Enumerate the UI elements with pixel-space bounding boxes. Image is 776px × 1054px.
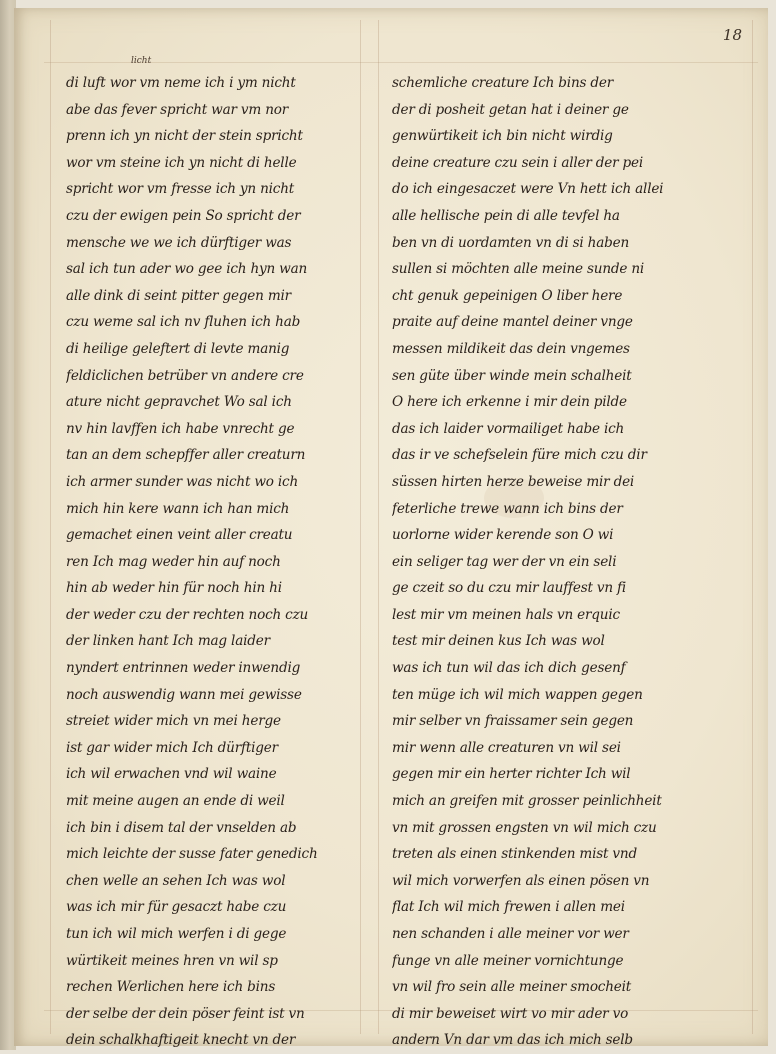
text-line: gegen mir ein herter richter Ich wil — [392, 766, 631, 783]
text-line: di luft wor vm neme ich i ym nicht — [66, 75, 296, 91]
text-line: test mir deinen kus Ich was wol — [392, 633, 605, 650]
text-line: sal ich tun ader wo gee ich hyn wan — [66, 261, 308, 278]
text-line: mir selber vn fraissamer sein gegen — [392, 713, 634, 730]
text-line: czu weme sal ich nv fluhen ich hab — [66, 314, 301, 331]
text-line: mensche we we ich dürftiger was — [66, 234, 292, 251]
text-line: ren Ich mag weder hin auf noch — [66, 553, 281, 570]
text-line: genwürtikeit ich bin nicht wirdig — [392, 128, 613, 145]
text-line: feterliche trewe wann ich bins der — [392, 500, 623, 517]
text-line: ature nicht gepravchet Wo sal ich — [66, 394, 292, 411]
interlinear-gloss: licht — [131, 56, 152, 66]
text-line: nv hin lavffen ich habe vnrecht ge — [66, 420, 295, 437]
text-line: ten müge ich wil mich wappen gegen — [392, 686, 643, 703]
text-line: funge vn alle meiner vornichtunge — [392, 952, 624, 969]
text-line: wil mich vorwerfen als einen pösen vn — [392, 872, 650, 889]
text-line: praite auf deine mantel deiner vnge — [392, 314, 633, 331]
text-line: chen welle an sehen Ich was wol — [66, 872, 286, 889]
text-line: cht genuk gepeinigen O liber here — [392, 287, 623, 304]
text-line: deine creature czu sein i aller der pei — [392, 154, 644, 171]
folio-number: 18 — [722, 26, 742, 44]
text-column-left — [66, 70, 366, 1054]
text-line: der weder czu der rechten noch czu — [66, 606, 309, 623]
text-line: was ich mir für gesaczt habe czu — [66, 899, 287, 916]
text-line: ist gar wider mich Ich dürftiger — [66, 739, 278, 756]
text-line: di mir beweiset wirt vo mir ader vo — [392, 1005, 629, 1022]
text-line: czu der ewigen pein So spricht der — [66, 207, 301, 224]
text-line: der di posheit getan hat i deiner ge — [392, 101, 629, 118]
ruling-line — [50, 20, 51, 1034]
text-line: schemliche creature Ich bins der — [392, 75, 614, 91]
text-line: prenn ich yn nicht der stein spricht — [66, 128, 303, 145]
text-line: mir wenn alle creaturen vn wil sei — [392, 739, 621, 756]
text-line: das ich laider vormailiget habe ich — [392, 420, 625, 437]
text-line: nen schanden i alle meiner vor wer — [392, 926, 629, 942]
ruling-line — [378, 20, 379, 1034]
text-line: do ich eingesaczet were Vn hett ich allei — [392, 181, 664, 198]
text-line: ich bin i disem tal der vnselden ab — [66, 819, 297, 836]
ruling-line — [752, 20, 753, 1034]
text-line: messen mildikeit das dein vngemes — [392, 340, 630, 357]
text-line: süssen hirten herze beweise mir dei — [392, 473, 635, 490]
text-line: ein seliger tag wer der vn ein seli — [392, 553, 617, 570]
text-line: rechen Werlichen here ich bins — [66, 979, 276, 996]
text-line: feldiclichen betrüber vn andere cre — [66, 367, 304, 384]
text-line: abe das fever spricht war vm nor — [66, 101, 289, 118]
text-column-right — [392, 70, 730, 1054]
text-line: sullen si möchten alle meine sunde ni — [392, 261, 645, 278]
manuscript-folio — [14, 8, 768, 1049]
text-line: treten als einen stinkenden mist vnd — [392, 846, 637, 863]
text-line: der linken hant Ich mag laider — [66, 633, 270, 650]
text-line: wor vm steine ich yn nicht di helle — [66, 154, 297, 171]
text-line: streiet wider mich vn mei herge — [66, 713, 281, 730]
text-line: mit meine augen an ende di weil — [66, 793, 285, 810]
text-line: andern Vn dar vm das ich mich selb — [392, 1032, 633, 1049]
text-line: O here ich erkenne i mir dein pilde — [392, 394, 627, 411]
text-line: ge czeit so du czu mir lauffest vn fi — [392, 580, 626, 597]
text-line: lest mir vm meinen hals vn erquic — [392, 606, 620, 623]
text-line: vn wil fro sein alle meiner smocheit — [392, 979, 632, 996]
text-line: tun ich wil mich werfen i di gege — [66, 926, 287, 942]
text-line: ich wil erwachen vnd wil waine — [66, 766, 277, 783]
text-line: noch auswendig wann mei gewisse — [66, 686, 302, 703]
text-line: der selbe der dein pöser feint ist vn — [66, 1005, 305, 1022]
text-line: mich an greifen mit grosser peinlichheit — [392, 793, 662, 810]
text-line: uorlorne wider kerende son O wi — [392, 527, 614, 544]
text-line: sen güte über winde mein schalheit — [392, 367, 632, 384]
text-line: dein schalkhaftigeit knecht vn der — [66, 1032, 296, 1049]
text-line: würtikeit meines hren vn wil sp — [66, 952, 278, 969]
text-line: di heilige geleftert di levte manig — [66, 340, 290, 357]
text-line: vn mit grossen engsten vn wil mich czu — [392, 819, 657, 836]
text-line: flat Ich wil mich frewen i allen mei — [392, 899, 625, 916]
text-line: spricht wor vm fresse ich yn nicht — [66, 181, 295, 198]
text-line: hin ab weder hin für noch hin hi — [66, 580, 282, 597]
text-line: alle hellische pein di alle tevfel ha — [392, 207, 620, 224]
text-line: ich armer sunder was nicht wo ich — [66, 473, 298, 490]
text-line: das ir ve schefselein füre mich czu dir — [392, 447, 647, 464]
text-line: mich hin kere wann ich han mich — [66, 500, 290, 517]
text-line: was ich tun wil das ich dich gesenf — [392, 660, 626, 677]
text-line: gemachet einen veint aller creatu — [66, 527, 293, 544]
text-line: alle dink di seint pitter gegen mir — [66, 287, 291, 304]
text-line: tan an dem schepffer aller creaturn — [66, 447, 306, 464]
text-line: nyndert entrinnen weder inwendig — [66, 660, 301, 677]
text-line: ben vn di uordamten vn di si haben — [392, 234, 629, 251]
text-line: mich leichte der susse fater genedich — [66, 846, 318, 863]
